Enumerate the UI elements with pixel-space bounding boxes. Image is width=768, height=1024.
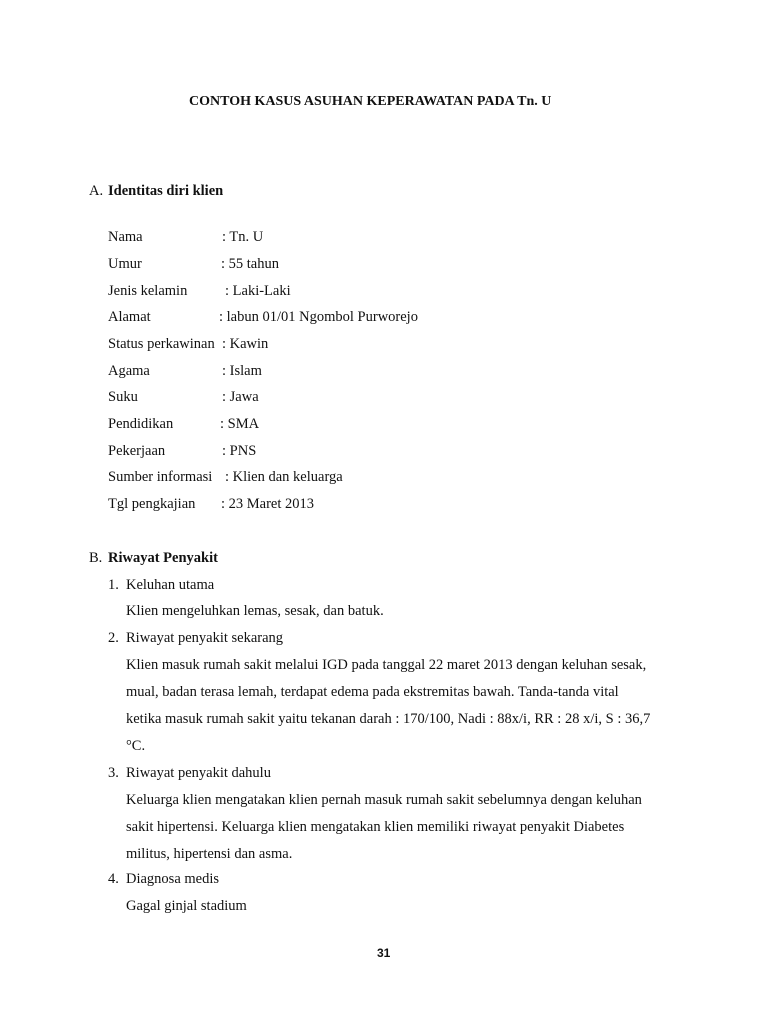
field-value-jenis-kelamin: : Laki-Laki: [225, 283, 291, 299]
field-value-suku: : Jawa: [222, 389, 259, 405]
field-value-alamat: : labun 01/01 Ngombol Purworejo: [219, 309, 418, 325]
field-value-status-perkawinan: : Kawin: [222, 336, 269, 352]
section-a-heading: Identitas diri klien: [108, 183, 224, 199]
list-item-text: mual, badan terasa lemah, terdapat edema pada ekstremitas bawah. Tanda-tanda vital: [126, 684, 619, 700]
list-item-number: 2.: [108, 630, 119, 646]
list-item-text: °C.: [126, 738, 146, 754]
list-item-title: Riwayat penyakit sekarang: [126, 630, 284, 646]
list-item-title: Keluhan utama: [126, 577, 215, 593]
field-value-pendidikan: : SMA: [220, 416, 260, 432]
field-label-tgl-pengkajian: Tgl pengkajian: [108, 496, 196, 512]
field-value-agama: : Islam: [222, 363, 262, 379]
page-title: CONTOH KASUS ASUHAN KEPERAWATAN PADA Tn. U: [189, 94, 552, 109]
field-label-pekerjaan: Pekerjaan: [108, 443, 166, 459]
page-number: 31: [377, 946, 391, 960]
field-label-status-perkawinan: Status perkawinan: [108, 336, 215, 352]
field-value-umur: : 55 tahun: [221, 256, 279, 272]
field-label-pendidikan: Pendidikan: [108, 416, 174, 432]
list-item-text: Klien mengeluhkan lemas, sesak, dan batuk.: [126, 603, 384, 619]
list-item-title: Diagnosa medis: [126, 871, 220, 887]
list-item-text: sakit hipertensi. Keluarga klien mengatakan klien memiliki riwayat penyakit Diabetes: [126, 819, 625, 835]
field-label-umur: Umur: [108, 256, 142, 272]
field-value-nama: : Tn. U: [222, 229, 264, 245]
list-item-text: Keluarga klien mengatakan klien pernah masuk rumah sakit sebelumnya dengan keluhan: [126, 792, 642, 808]
list-item-text: ketika masuk rumah sakit yaitu tekanan darah : 170/100, Nadi : 88x/i, RR : 28 x/i, S : 36,7: [126, 711, 651, 727]
field-value-pekerjaan: : PNS: [222, 443, 257, 459]
section-a-marker: A.: [89, 183, 104, 199]
list-item-number: 3.: [108, 765, 119, 781]
list-item-text: Klien masuk rumah sakit melalui IGD pada tanggal 22 maret 2013 dengan keluhan sesak,: [126, 657, 647, 673]
field-label-agama: Agama: [108, 363, 150, 379]
section-b-marker: B.: [89, 550, 103, 566]
field-label-suku: Suku: [108, 389, 138, 405]
list-item-text: militus, hipertensi dan asma.: [126, 846, 293, 862]
section-b-heading: Riwayat Penyakit: [108, 550, 218, 566]
field-value-sumber-informasi: : Klien dan keluarga: [225, 469, 343, 485]
field-value-tgl-pengkajian: : 23 Maret 2013: [221, 496, 315, 512]
field-label-alamat: Alamat: [108, 309, 151, 325]
field-label-jenis-kelamin: Jenis kelamin: [108, 283, 188, 299]
list-item-title: Riwayat penyakit dahulu: [126, 765, 271, 781]
list-item-number: 1.: [108, 577, 119, 593]
field-label-nama: Nama: [108, 229, 143, 245]
list-item-number: 4.: [108, 871, 119, 887]
list-item-text: Gagal ginjal stadium: [126, 898, 247, 914]
field-label-sumber-informasi: Sumber informasi: [108, 469, 213, 485]
